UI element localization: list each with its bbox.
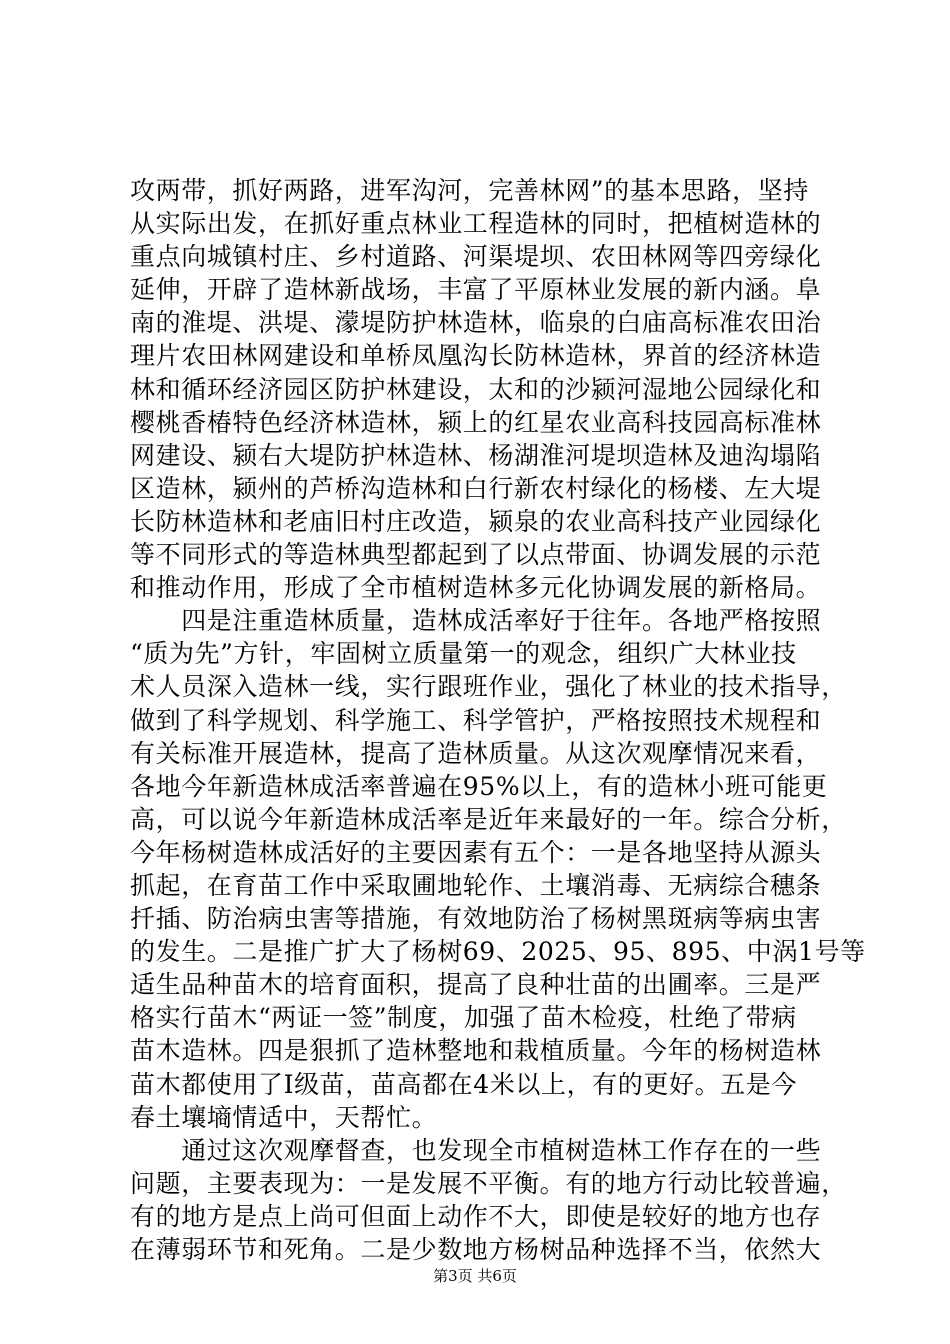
text-line: 抓起，在育苗工作中采取圃地轮作、土壤消毒、无病综合穗条 [130,870,822,900]
text-line: 适生品种苗木的培育面积，提高了良种壮苗的出圃率。三是严 [130,970,822,1000]
document-body [130,174,866,1266]
text-line: 格实行苗木“两证一签”制度，加强了苗木检疫，杜绝了带病 [130,1003,797,1033]
text-line: 做到了科学规划、科学施工、科学管护，严格按照技术规程和 [130,705,822,735]
text-line: 重点向城镇村庄、乡村道路、河渠堤坝、农田林网等四旁绿化 [130,242,822,272]
text-line: 林和循环经济园区防护林建设，太和的沙颍河湿地公园绿化和 [130,374,822,404]
text-line: 有的地方是点上尚可但面上动作不大，即使是较好的地方也存 [130,1201,822,1231]
text-line: 樱桃香椿特色经济林造林，颍上的红星农业高科技园高标准林 [130,407,822,437]
text-line: 在薄弱环节和死角。二是少数地方杨树品种选择不当，依然大 [130,1235,822,1264]
text-line: 春土壤墒情适中，天帮忙。 [130,1102,438,1132]
text-line: 扦插、防治病虫害等措施，有效地防治了杨树黑斑病等病虫害 [130,904,822,934]
text-line: 问题，主要表现为：一是发展不平衡。有的地方行动比较普遍， [130,1168,847,1198]
text-line: 的发生。二是推广扩大了杨树69、2025、95、895、中涡1号等 [130,937,866,967]
text-line: “质为先”方针，牢固树立质量第一的观念，组织广大林业技 [130,639,797,669]
text-line: 南的淮堤、洪堤、濛堤防护林造林，临泉的白庙高标准农田治 [130,308,822,338]
text-line: 网建设、颍右大堤防护林造林、杨湖淮河堤坝造林及迪沟塌陷 [130,440,822,470]
text-line: 理片农田林网建设和单桥凤凰沟长防林造林，界首的经济林造 [130,341,822,371]
text-line: 长防林造林和老庙旧村庄改造，颍泉的农业高科技产业园绿化 [130,506,822,536]
text-line: 和推动作用，形成了全市植树造林多元化协调发展的新格局。 [130,573,822,603]
text-line: 苗木都使用了Ⅰ级苗，苗高都在4米以上，有的更好。五是今 [130,1069,797,1099]
paragraph-start-line: 四是注重造林质量，造林成活率好于往年。各地严格按照 [130,606,822,636]
text-line: 苗木造林。四是狠抓了造林整地和栽植质量。今年的杨树造林 [130,1036,822,1066]
text-line: 延伸，开辟了造林新战场，丰富了平原林业发展的新内涵。阜 [130,275,822,305]
paragraph-start-line: 通过这次观摩督查，也发现全市植树造林工作存在的一些 [130,1135,822,1165]
page-number-footer: 第3页 共6页 [433,1267,517,1285]
text-line: 各地今年新造林成活率普遍在95%以上，有的造林小班可能更 [130,771,828,801]
text-line: 区造林，颍州的芦桥沟造林和白行新农村绿化的杨楼、左大堤 [130,473,822,503]
text-line: 术人员深入造林一线，实行跟班作业，强化了林业的技术指导， [130,672,847,702]
text-line: 有关标准开展造林，提高了造林质量。从这次观摩情况来看， [130,738,822,768]
text-line: 攻两带，抓好两路，进军沟河，完善林网”的基本思路，坚持 [130,176,809,205]
text-line: 等不同形式的等造林典型都起到了以点带面、协调发展的示范 [130,540,822,570]
text-line: 今年杨树造林成活好的主要因素有五个：一是各地坚持从源头 [130,837,822,867]
text-line: 从实际出发，在抓好重点林业工程造林的同时，把植树造林的 [130,209,822,239]
text-line: 高，可以说今年新造林成活率是近年来最好的一年。综合分析， [130,804,847,834]
